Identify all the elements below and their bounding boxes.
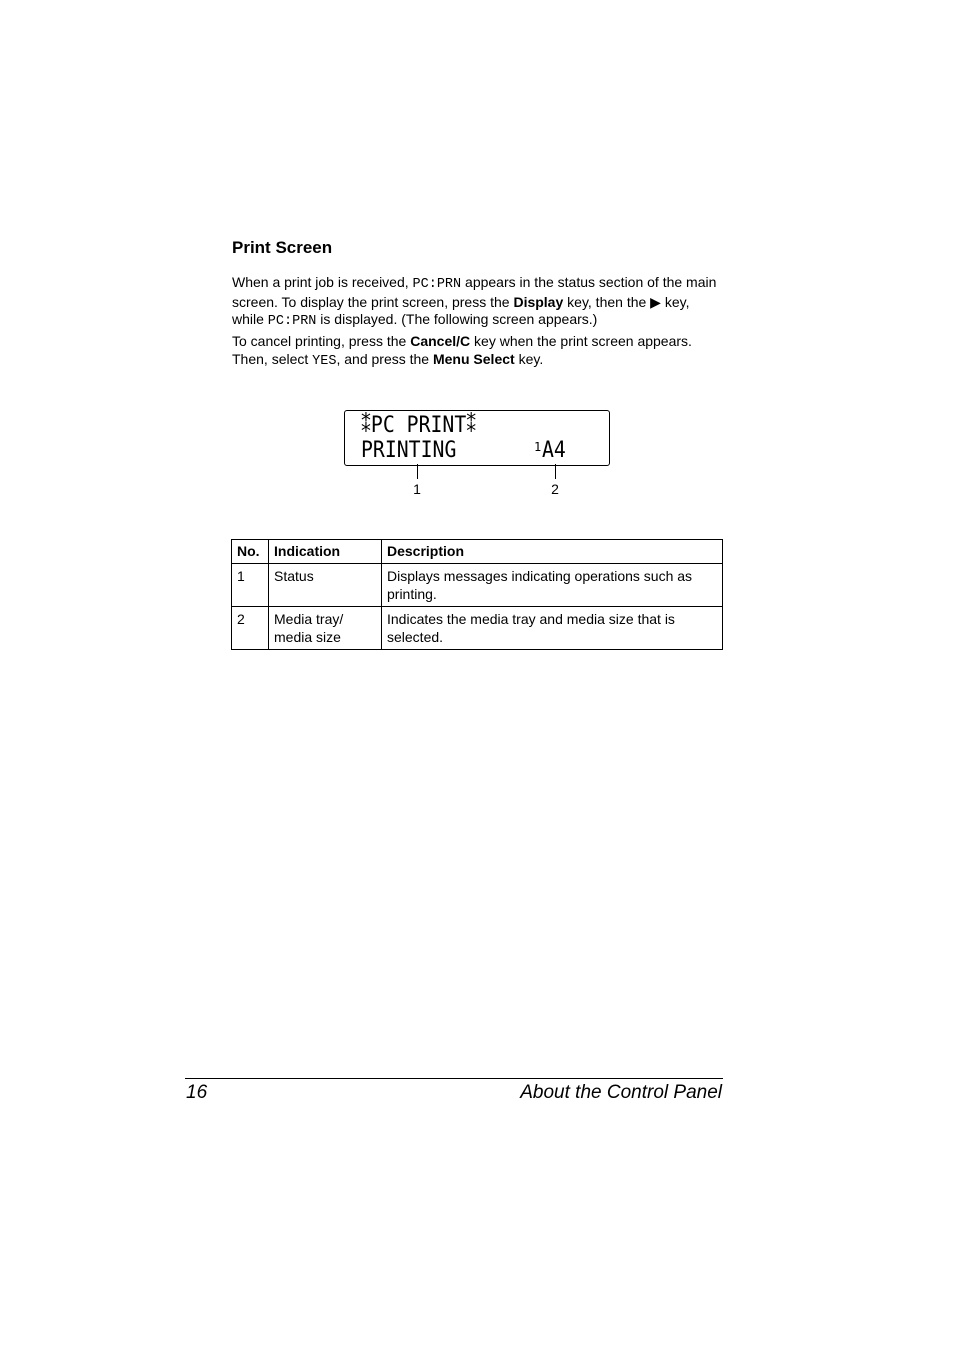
lcd-print-screen — [344, 410, 610, 466]
lcd-title-line: ⁑PC PRINT⁑ — [361, 413, 477, 438]
text: To cancel printing, press the — [232, 333, 411, 349]
table-row — [232, 564, 723, 607]
key-display: Display — [513, 293, 564, 310]
lcd-status-text: PRINTING — [361, 438, 457, 463]
callout-line-2 — [555, 464, 556, 479]
cell-no: 1 — [232, 564, 269, 607]
text: is displayed. (The following screen appears.) — [316, 311, 598, 327]
callout-line-1 — [417, 464, 418, 479]
lcd-media-size: A4 — [542, 438, 566, 463]
text: , and press the — [336, 350, 433, 367]
header-description: Description — [382, 540, 723, 564]
callout-number-1: 1 — [413, 481, 421, 497]
cell-indication: Status — [269, 564, 382, 607]
footer-rule — [185, 1078, 723, 1079]
text: key, while — [232, 293, 690, 327]
text: key. — [514, 350, 544, 367]
cell-description: Displays messages indicating operations such as printing. — [382, 564, 723, 607]
paragraph-cancel — [232, 333, 722, 370]
chapter-title: About the Control Panel — [520, 1082, 722, 1103]
paragraph-print-job — [232, 274, 722, 331]
table-row — [232, 607, 723, 650]
header-no: No. — [232, 540, 269, 564]
right-arrow-icon: ▶ — [650, 293, 661, 310]
cell-description: Indicates the media tray and media size that is selected. — [382, 607, 723, 650]
code-pc-prn: PC:PRN — [412, 277, 462, 292]
section-title: Print Screen — [232, 238, 333, 257]
indication-table — [231, 539, 723, 650]
page-number: 16 — [186, 1082, 208, 1103]
cell-no: 2 — [232, 607, 269, 650]
table-header-row — [232, 540, 723, 564]
text: key, then the — [563, 293, 651, 310]
text: When a print job is received, — [232, 274, 413, 290]
callout-number-2: 2 — [551, 481, 559, 497]
text: key when the print screen appears. Then, select — [232, 333, 692, 367]
key-cancel: Cancel/C — [410, 333, 471, 349]
code-yes: YES — [312, 353, 337, 369]
text: appears in the status section of the main screen. To display the print screen, press the — [232, 274, 717, 310]
cell-indication: Media tray/ media size — [269, 607, 382, 650]
lcd-tray-number: 1 — [534, 440, 542, 454]
code-pc-prn: PC:PRN — [267, 314, 317, 329]
header-indication: Indication — [269, 540, 382, 564]
key-menu-select: Menu Select — [432, 350, 515, 367]
